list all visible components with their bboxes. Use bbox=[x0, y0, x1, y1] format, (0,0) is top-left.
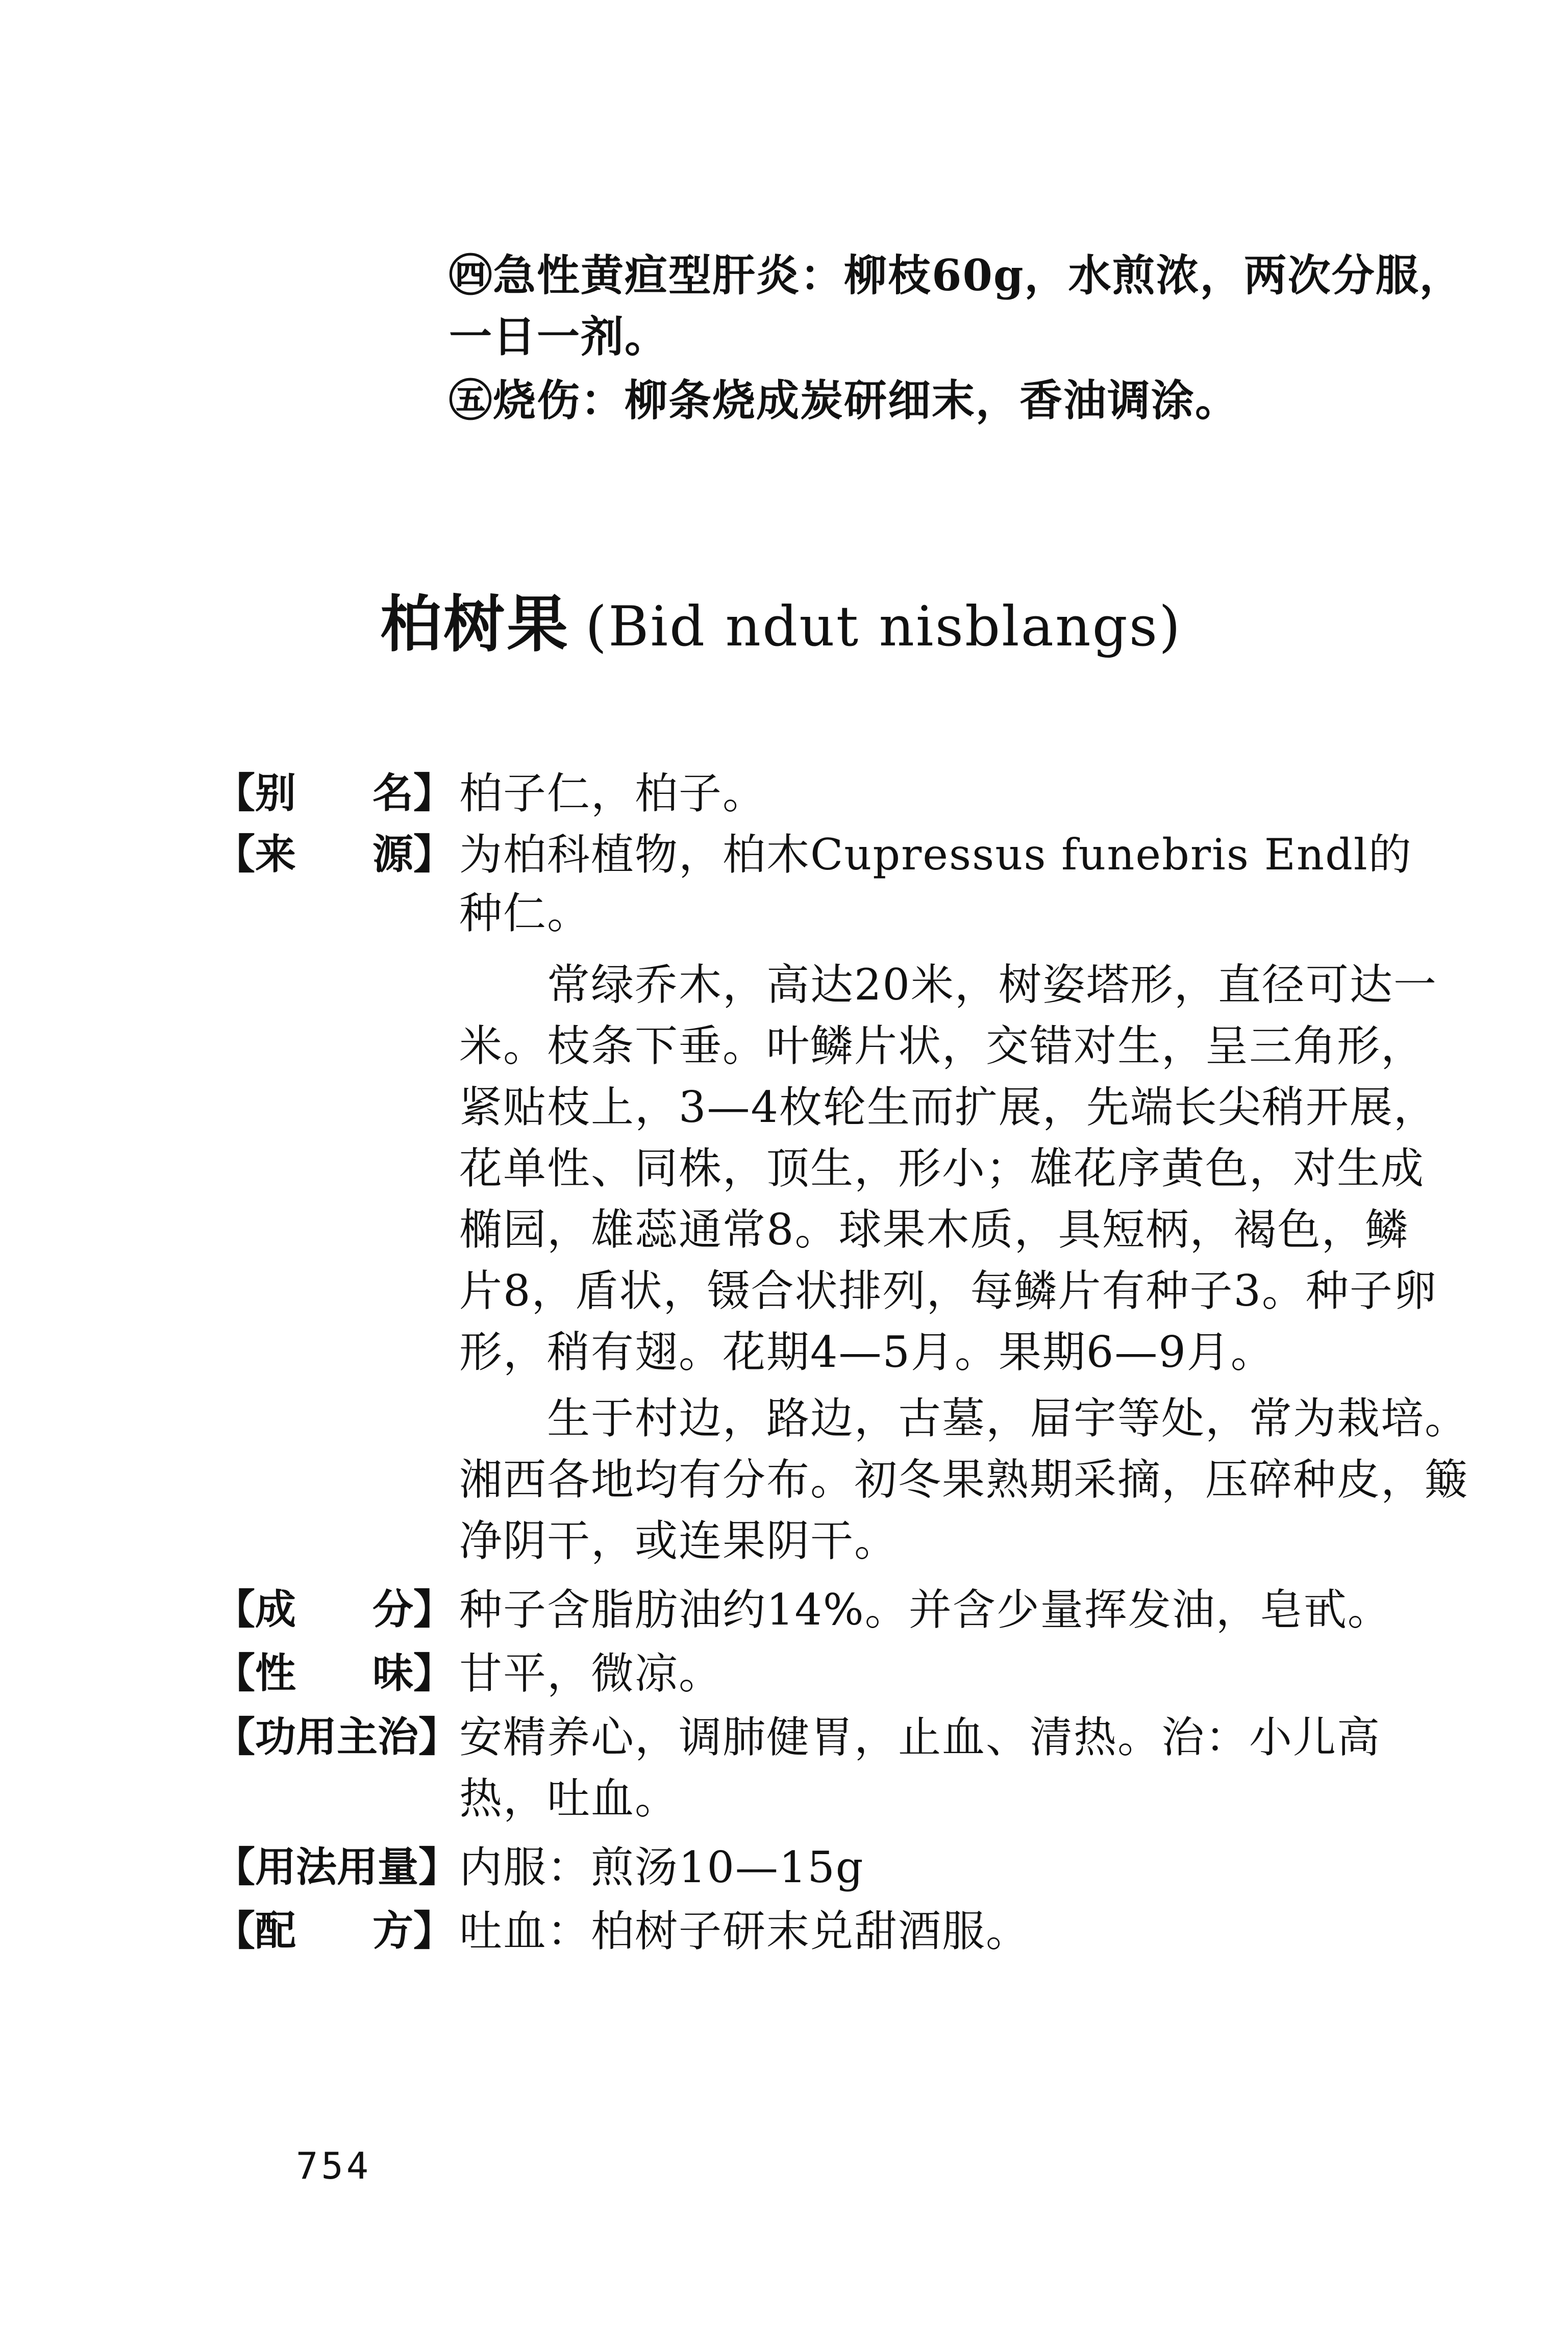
field-source-line-7: 椭园，雄蕊通常8。球果木质，具短柄，褐色，鳞 bbox=[459, 1205, 1409, 1255]
field-property-line-1: 甘平，微凉。 bbox=[459, 1648, 723, 1698]
entry-title-chinese: 柏树果 bbox=[380, 589, 570, 660]
field-label-composition: 【成 分】 bbox=[214, 1586, 454, 1633]
field-source-line-8: 片8，盾状，镊合状排列，每鳞片有种子3。种子卵 bbox=[459, 1266, 1437, 1316]
entry-title-latin: (Bid ndut nisblangs) bbox=[585, 595, 1182, 659]
field-prescription-line-1: 吐血：柏树子研末兑甜酒服。 bbox=[459, 1906, 1030, 1956]
field-indications-line-1: 安精养心，调肺健胃，止血、清热。治：小儿高 bbox=[459, 1712, 1381, 1762]
page-number: 754 bbox=[296, 2144, 372, 2187]
field-label-indications: 【功用主治】 bbox=[214, 1713, 459, 1761]
field-source-line-6: 花单性、同株，顶生，形小；雄花序黄色，对生成 bbox=[459, 1143, 1425, 1193]
field-source-line-1: 为柏科植物，柏木Cupressus funebris Endl的 bbox=[459, 830, 1412, 880]
field-source-line-12: 净阴干，或连果阴干。 bbox=[459, 1516, 899, 1566]
field-source-line-9: 形，稍有翅。花期4—5月。果期6—9月。 bbox=[459, 1327, 1275, 1377]
field-composition-line-1: 种子含脂肪油约14%。并含少量挥发油，皂甙。 bbox=[459, 1585, 1391, 1635]
field-source-line-2: 种仁。 bbox=[459, 888, 591, 938]
field-label-dosage: 【用法用量】 bbox=[214, 1843, 459, 1891]
prev-item-5-line-1: ㊄烧伤：柳条烧成炭研细末，香油调涂。 bbox=[449, 375, 1239, 426]
field-label-alias: 【别 名】 bbox=[214, 769, 454, 817]
field-label-property: 【性 味】 bbox=[214, 1650, 454, 1697]
field-label-source: 【来 源】 bbox=[214, 831, 454, 878]
field-dosage-line-1: 内服：煎汤10—15g bbox=[459, 1842, 864, 1892]
prev-item-4-line-1: ㊃急性黄疸型肝炎：柳枝60g，水煎浓，两次分服， bbox=[449, 250, 1463, 301]
entry-title bbox=[380, 587, 1182, 681]
field-indications-line-2: 热，吐血。 bbox=[459, 1774, 679, 1824]
field-source-line-5: 紧贴枝上，3—4枚轮生而扩展，先端长尖稍开展， bbox=[459, 1082, 1437, 1132]
field-source-line-11: 湘西各地均有分布。初冬果熟期采摘，压碎种皮，簸 bbox=[459, 1455, 1469, 1505]
prev-item-4-line-2: 一日一剂。 bbox=[449, 311, 669, 362]
field-source-line-10: 生于村边，路边，古墓，屇宇等处，常为栽培。 bbox=[459, 1393, 1469, 1443]
field-alias-line-1: 柏子仁，柏子。 bbox=[459, 768, 767, 818]
field-source-line-3: 常绿乔木，高达20米，树姿塔形，直径可达一 bbox=[459, 960, 1437, 1010]
field-label-prescription: 【配 方】 bbox=[214, 1907, 454, 1955]
field-source-line-4: 米。枝条下垂。叶鳞片状，交错对生，呈三角形， bbox=[459, 1021, 1425, 1071]
